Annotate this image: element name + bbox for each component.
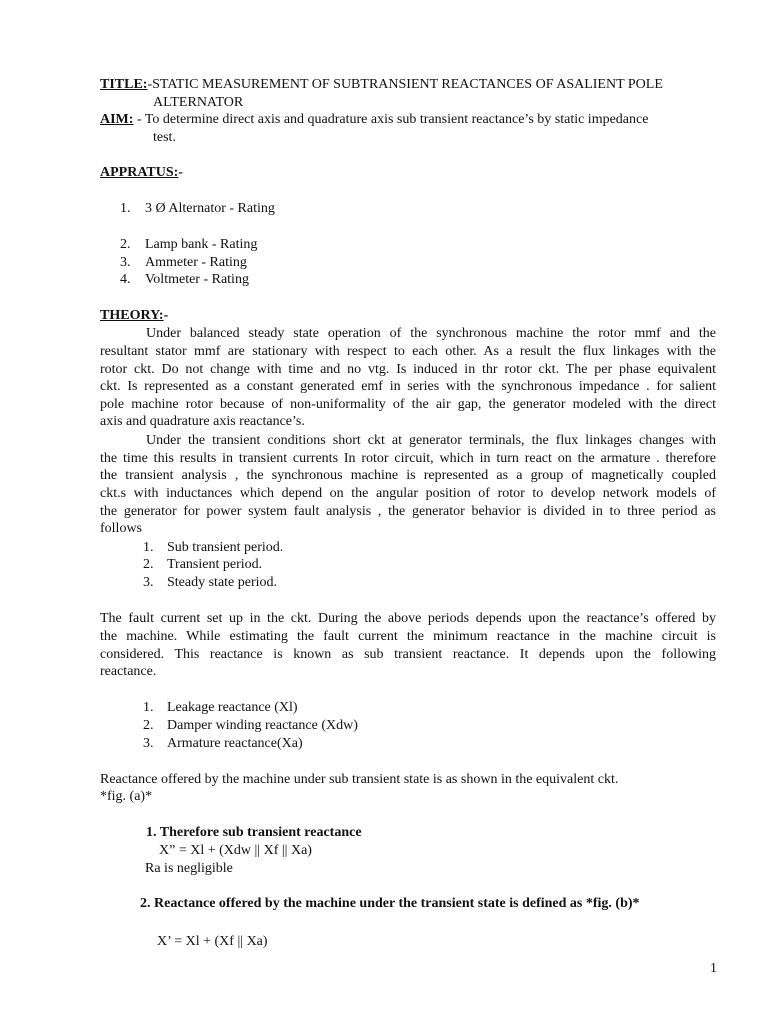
equivalent-ckt-line: Reactance offered by the machine under sub transient state is as shown in the equivalent ckt. (100, 772, 619, 787)
apparatus-item (120, 236, 258, 254)
paragraph-line: the generator for power system fault analysis , the generator behavior is divided in to three period as (100, 504, 716, 519)
theory-heading-text: THEORY: (100, 308, 164, 323)
list-number: 3. (143, 575, 154, 590)
paragraph-line: the time this results in transient currents In rotor circuit, which in turn react on the armature . therefore (100, 451, 716, 466)
apparatus-heading (100, 164, 183, 182)
title-line (100, 76, 663, 94)
paragraph-line: pole machine rotor because of non-uniformality of the air gap, the generator modeled with the direct (100, 397, 716, 412)
aim-line (100, 111, 648, 129)
list-text: Voltmeter - Rating (145, 272, 249, 287)
title-label: TITLE: (100, 77, 148, 92)
title-text: -STATIC MEASUREMENT OF SUBTRANSIENT REACTANCES OF ASALIENT POLE (147, 77, 663, 92)
list-text: 3 Ø Alternator - Rating (145, 201, 275, 216)
apparatus-heading-text: APPRATUS: (100, 165, 179, 180)
point-2-formula: X’ = Xl + (Xf || Xa) (157, 934, 268, 949)
apparatus-item (120, 200, 275, 218)
list-text: Sub transient period. (167, 540, 284, 555)
point-1-note: Ra is negligible (145, 861, 233, 876)
list-number: 2. (143, 557, 154, 572)
apparatus-heading-suffix: - (178, 165, 183, 180)
apparatus-item (120, 271, 249, 289)
paragraph-line: axis and quadrature axis reactance’s. (100, 414, 305, 429)
list-text: Transient period. (167, 557, 263, 572)
list-text: Steady state period. (167, 575, 278, 590)
period-item (143, 556, 263, 574)
reactance-item (143, 717, 358, 735)
paragraph-line: reactance. (100, 664, 157, 679)
paragraph-line: Under the transient conditions short ckt at generator terminals, the flux linkages changes with (146, 433, 716, 448)
period-item (143, 539, 284, 557)
point-1-heading: 1. Therefore sub transient reactance (146, 825, 362, 840)
list-text: Damper winding reactance (Xdw) (167, 718, 358, 733)
list-number: 2. (143, 718, 154, 733)
list-number: 3. (120, 255, 131, 270)
paragraph-line: Under balanced steady state operation of the synchronous machine the rotor mmf and the (146, 326, 716, 341)
list-number: 1. (120, 201, 131, 216)
point-2-heading: 2. Reactance offered by the machine under the transient state is defined as *fig. (b)* (140, 896, 640, 911)
paragraph-line: the transient analysis , the synchronous machine is represented as a group of magnetically coupled (100, 468, 716, 483)
reactance-item (143, 735, 303, 753)
list-number: 4. (120, 272, 131, 287)
paragraph-line: The fault current set up in the ckt. During the above periods depends upon the reactance’s offered by (100, 611, 716, 626)
aim-text: - To determine direct axis and quadrature axis sub transient reactance’s by static impedance (133, 112, 649, 127)
period-item (143, 574, 278, 592)
paragraph-line: ckt. Is represented as a constant generated emf in series with the synchronous impedance . for salient (100, 379, 716, 394)
list-text: Ammeter - Rating (145, 255, 247, 270)
paragraph-line: resultant stator mmf are stationary with respect to each other. As a result the flux linkages with the (100, 344, 716, 359)
apparatus-item (120, 254, 247, 272)
figure-a-reference: *fig. (a)* (100, 789, 153, 804)
list-text: Armature reactance(Xa) (167, 736, 303, 751)
page-number: 1 (710, 961, 717, 976)
reactance-item (143, 699, 298, 717)
point-1-formula: X” = Xl + (Xdw || Xf || Xa) (159, 843, 312, 858)
paragraph-line: rotor ckt. Do not change with time and no vtg. Is induced in thr rotor ckt. The per phase equivalent (100, 362, 716, 377)
list-number: 3. (143, 736, 154, 751)
paragraph-line: follows (100, 521, 142, 536)
paragraph-line: ckt.s with inductances which depend on the angular position of rotor to develop network models of (100, 486, 716, 501)
list-text: Lamp bank - Rating (145, 237, 258, 252)
theory-heading-suffix: - (163, 308, 169, 323)
title-continuation: ALTERNATOR (153, 95, 244, 110)
paragraph-line: the machine. While estimating the fault current the minimum reactance in the machine circuit is (100, 629, 716, 644)
list-number: 2. (120, 237, 131, 252)
list-number: 1. (143, 540, 154, 555)
theory-heading (100, 307, 168, 325)
aim-label: AIM: (100, 112, 134, 127)
aim-continuation: test. (153, 130, 176, 145)
paragraph-line: considered. This reactance is known as sub transient reactance. It depends upon the following (100, 647, 716, 662)
list-number: 1. (143, 700, 154, 715)
list-text: Leakage reactance (Xl) (167, 700, 298, 715)
